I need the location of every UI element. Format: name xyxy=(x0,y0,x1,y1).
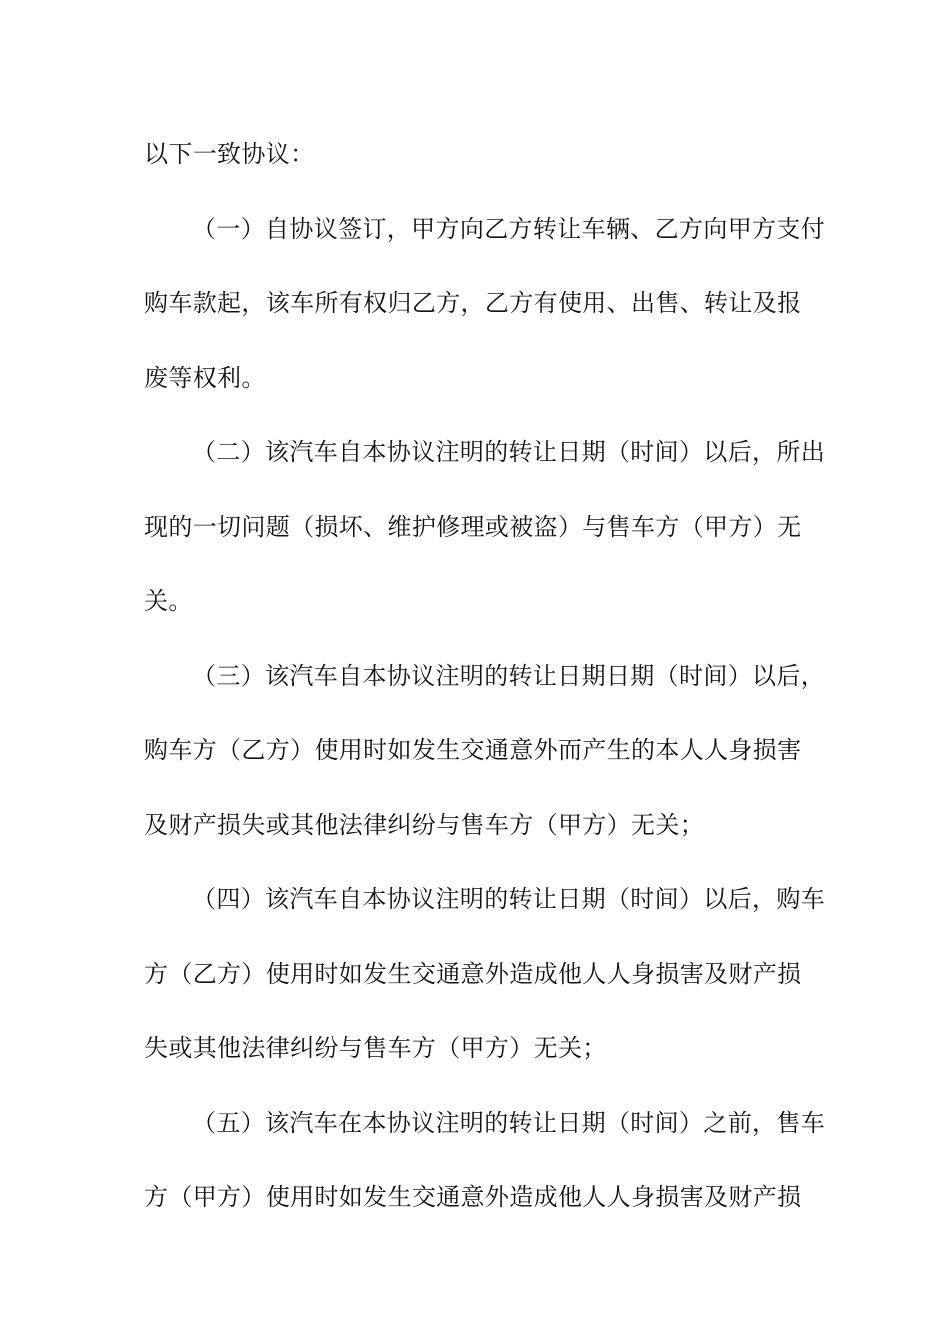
text-line: 关。 xyxy=(144,587,193,615)
text-line: 方（甲方）使用时如发生交通意外造成他人人身损害及财产损 xyxy=(144,1183,802,1211)
text-line: 以下一致协议： xyxy=(144,140,315,168)
agreement-text xyxy=(144,134,826,1252)
clause-2-line: （二）该汽车自本协议注明的转让日期（时间）以后，所出 xyxy=(192,438,826,466)
text-line: 及财产损失或其他法律纠纷与售车方（甲方）无关； xyxy=(144,810,705,839)
text-line: 废等权利。 xyxy=(144,363,266,392)
clause-3-line: （三）该汽车自本协议注明的转让日期日期（时间）以后， xyxy=(192,661,826,690)
text-line: 方（乙方）使用时如发生交通意外造成他人人身损害及财产损 xyxy=(144,959,802,988)
text-line: 购车方（乙方）使用时如发生交通意外而产生的本人人身损害 xyxy=(144,736,802,764)
clause-4-line: （四）该汽车自本协议注明的转让日期（时间）以后，购车 xyxy=(192,885,826,913)
text-line: 失或其他法律纠纷与售车方（甲方）无关； xyxy=(144,1034,607,1062)
clause-5-line: （五）该汽车在本协议注明的转让日期（时间）之前，售车 xyxy=(192,1108,826,1137)
clause-1-line: （一）自协议签订，甲方向乙方转让车辆、乙方向甲方支付 xyxy=(192,214,826,243)
text-line: 购车款起，该车所有权归乙方，乙方有使用、出售、转让及报 xyxy=(144,289,802,317)
text-line: 现的一切问题（损坏、维护修理或被盗）与售车方（甲方）无 xyxy=(144,512,802,541)
